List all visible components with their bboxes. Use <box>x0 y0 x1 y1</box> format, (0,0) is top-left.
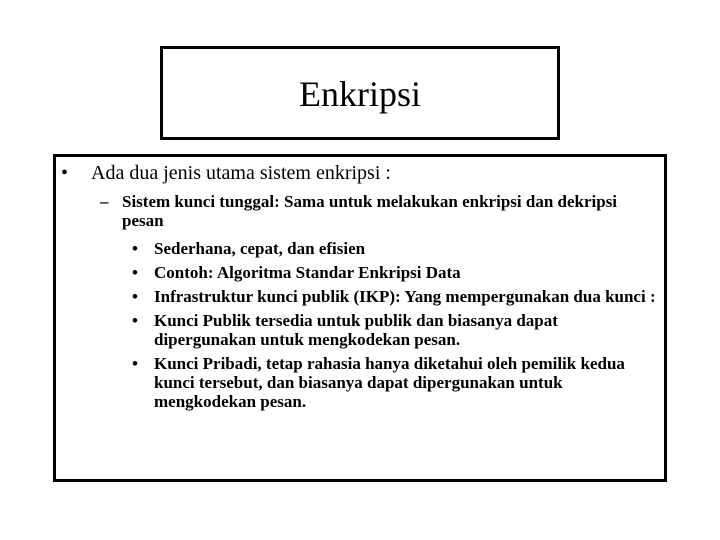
bullet-marker: • <box>132 239 138 258</box>
bullet-text: Kunci Pribadi, tetap rahasia hanya diketahui oleh pemilik kedua kunci tersebut, dan biasanya dapat dipergunakan untuk mengkodekan pesan. <box>154 354 625 411</box>
list-item <box>132 354 658 411</box>
bullet-text: Kunci Publik tersedia untuk publik dan biasanya dapat dipergunakan untuk mengkodekan pesan. <box>154 311 558 349</box>
list-item <box>132 239 658 258</box>
bullet-marker: • <box>132 287 138 306</box>
list-item <box>132 311 658 349</box>
bullet-marker: • <box>132 263 138 282</box>
bullet-marker: • <box>132 311 138 330</box>
list-item <box>132 287 658 306</box>
bullet-text: Ada dua jenis utama sistem enkripsi : <box>91 162 391 184</box>
title-box <box>160 46 560 140</box>
bullet-text: Infrastruktur kunci publik (IKP): Yang mempergunakan dua kunci : <box>154 287 656 306</box>
content-box <box>53 154 667 482</box>
bullet-text: Contoh: Algoritma Standar Enkripsi Data <box>154 263 461 282</box>
bullet-marker: • <box>61 162 69 184</box>
bullet-text: Sistem kunci tunggal: Sama untuk melakukan enkripsi dan dekripsi pesan <box>122 192 618 230</box>
bullet-list-level-3 <box>132 239 658 416</box>
slide-title: Enkripsi <box>299 74 421 114</box>
bullet-level-2 <box>100 192 660 230</box>
list-item <box>132 263 658 282</box>
bullet-text: Sederhana, cepat, dan efisien <box>154 239 366 258</box>
bullet-marker: • <box>132 354 138 373</box>
dash-marker: – <box>100 192 109 211</box>
